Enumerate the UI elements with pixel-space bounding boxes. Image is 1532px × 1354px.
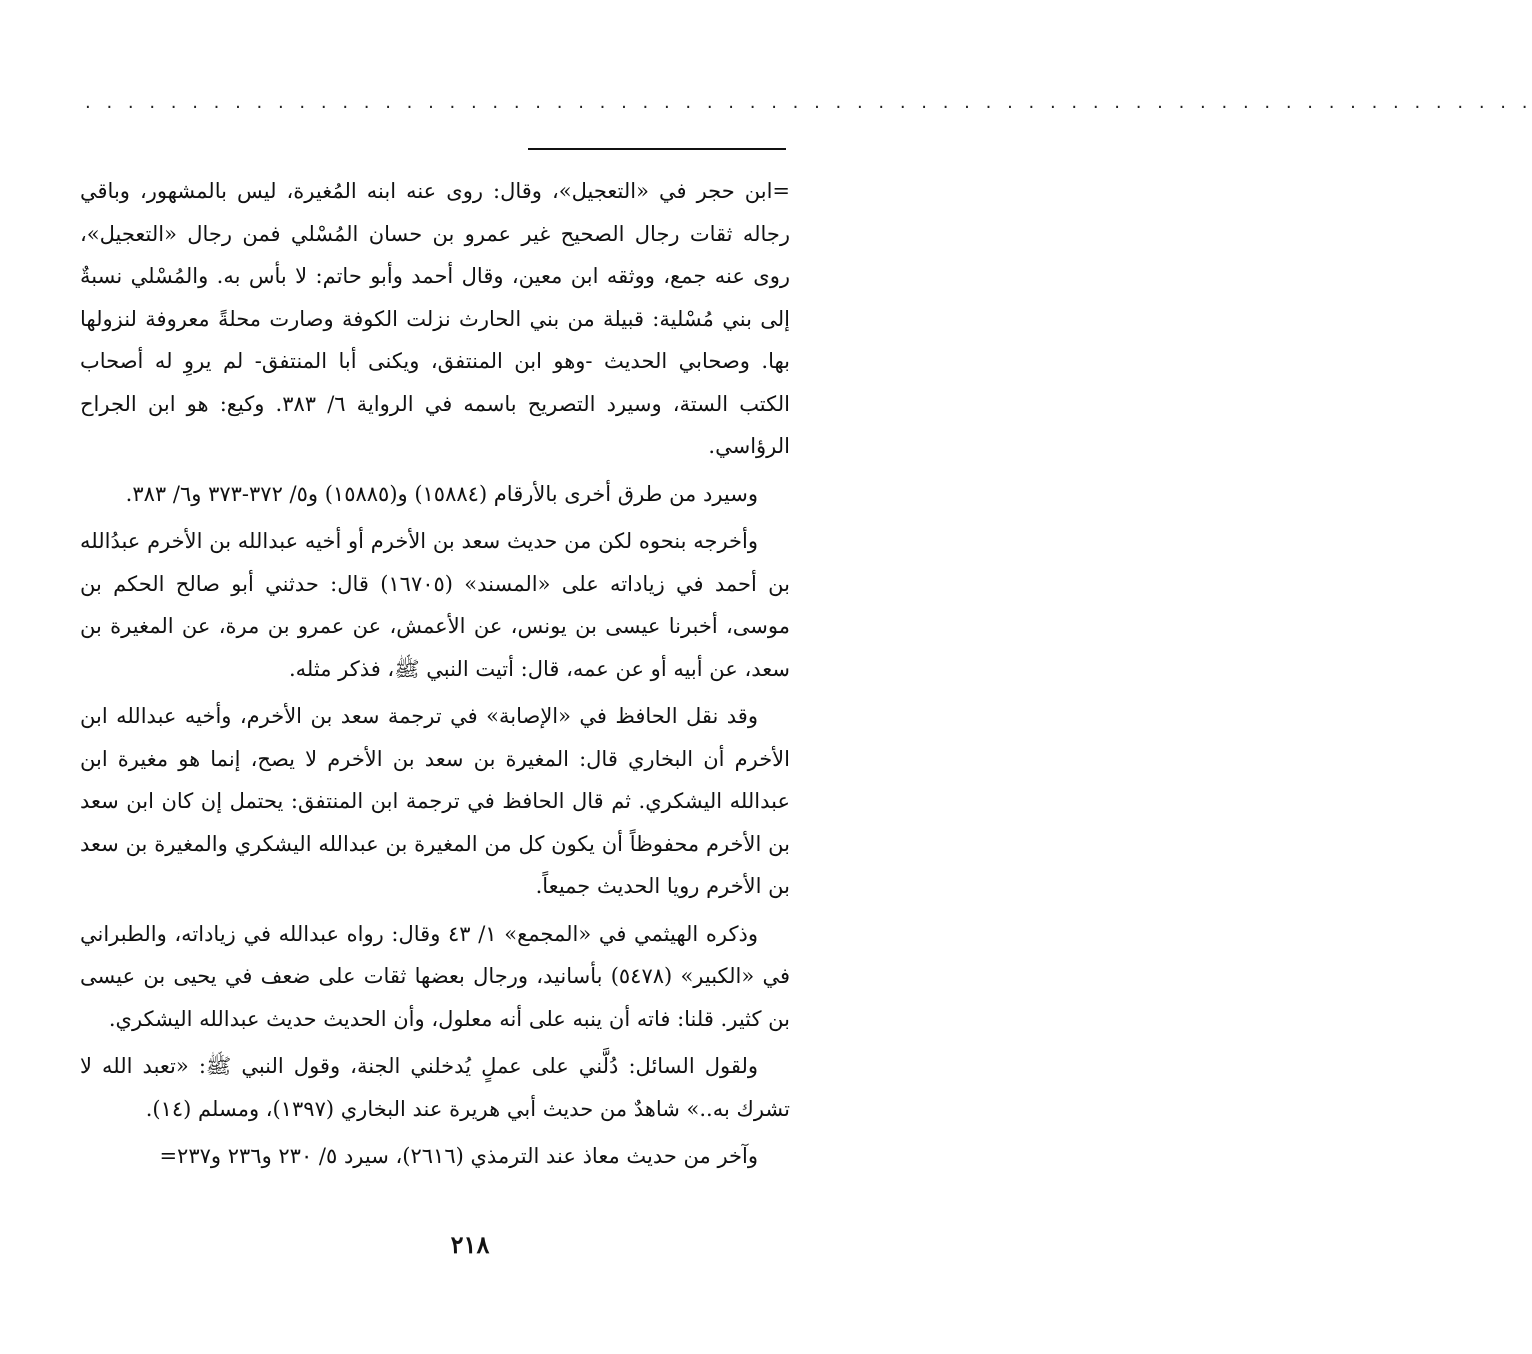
separator-dots: . . . . . . . . . . . . . . . . . . . . . . . . . . . . . . . . . . . . . . . . . . . . . . . . . . . . . . . . . . . . . . . . . . . . xyxy=(85,92,1532,113)
footnote-paragraph: وسيرد من طرق أخرى بالأرقام (١٥٨٨٤) و(١٥٨٨٥) و٥/ ٣٧٢-٣٧٣ و٦/ ٣٨٣. xyxy=(125,481,758,506)
footnote-paragraph: وذكره الهيثمي في «المجمع» ١/ ٤٣ وقال: رواه عبدالله في زياداته، والطبراني في «الكبير» (٥٤٧٨) بأسانيد، ورجال بعضها ثقات على ضعف في يحيى بن عيسى بن كثير. قلنا: فاته أن ينبه على أنه معلول، وأن الحديث حديث عبدالله اليشكري. xyxy=(80,921,791,1031)
page-number: ٢١٨ xyxy=(450,1230,490,1259)
footnote-paragraph: ولقول السائل: دُلَّني على عملٍ يُدخلني الجنة، وقول النبي ﷺ: «تعبد الله لا تشرك به..» شاهدٌ من حديث أبي هريرة عند البخاري (١٣٩٧)، ومسلم (١٤). xyxy=(80,1054,790,1121)
footnote-paragraph: وأخرجه بنحوه لكن من حديث سعد بن الأخرم أو أخيه عبدالله بن الأخرم عبدُالله بن أحمد في زياداته على «المسند» (١٦٧٠٥) قال: حدثني أبو صالح الحكم بن موسى، أخبرنا عيسى بن يونس، عن الأعمش، عن عمرو بن مرة، عن المغيرة بن سعد، عن أبيه أو عن عمه، قال: أتيت النبي ﷺ، فذكر مثله. xyxy=(80,529,790,681)
footnote-paragraph: =ابن حجر في «التعجيل»، وقال: روى عنه ابنه المُغيرة، ليس بالمشهور، وباقي رجاله ثقات رجال الصحيح غير عمرو بن حسان المُسْلي فمن رجال «التعجيل»، روى عنه جمع، ووثقه ابن معين، وقال أحمد وأبو حاتم: لا بأس به. والمُسْلي نسبةٌ إلى بني مُسْلية: قبيلة من بني الحارث نزلت الكوفة وصارت محلةً معروفة لنزولها بها. وصحابي الحديث -وهو ابن المنتفق، ويكنى أبا المنتفق- لم يروِ له أصحاب الكتب الستة، وسيرد التصريح باسمه في الرواية ٦/ ٣٨٣. وكيع: هو ابن الجراح الرؤاسي. xyxy=(80,179,790,458)
footnote-text xyxy=(80,170,790,1183)
footnote-paragraph: وآخر من حديث معاذ عند الترمذي (٢٦١٦)، سيرد ٥/ ٢٣٠ و٢٣٦ و٢٣٧= xyxy=(159,1144,758,1168)
footnote-paragraph: وقد نقل الحافظ في «الإصابة» في ترجمة سعد بن الأخرم، وأخيه عبدالله ابن الأخرم أن البخاري قال: المغيرة بن سعد بن الأخرم لا يصح، إنما هو مغيرة ابن عبدالله اليشكري. ثم قال الحافظ في ترجمة ابن المنتفق: يحتمل إن كان ابن سعد بن الأخرم محفوظاً أن يكون كل من المغيرة بن عبدالله اليشكري والمغيرة بن سعد بن الأخرم رويا الحديث جميعاً. xyxy=(80,704,790,898)
footnote-rule xyxy=(528,148,786,150)
